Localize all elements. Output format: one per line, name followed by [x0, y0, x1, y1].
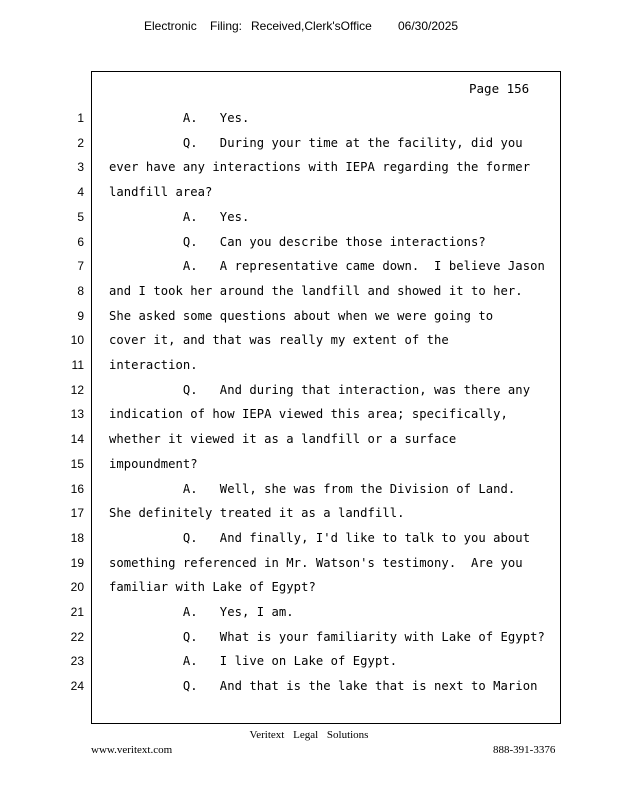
line-number: 2 [77, 135, 84, 150]
line-number: 24 [70, 679, 84, 694]
transcript-line [0, 383, 560, 403]
transcript-line [0, 259, 560, 279]
line-text: She asked some questions about when we were going to [109, 308, 494, 323]
line-text: something referenced in Mr. Watson's testimony. Are you [109, 555, 523, 570]
line-number: 15 [70, 456, 84, 471]
transcript-line [0, 457, 560, 477]
transcript-line [0, 506, 560, 526]
line-number: 7 [77, 259, 84, 274]
line-number: 14 [70, 432, 84, 447]
transcript-line [0, 136, 560, 156]
line-number: 1 [77, 111, 84, 125]
line-number: 4 [77, 185, 84, 200]
line-text: A. Yes, I am. [109, 605, 294, 619]
header-received: Received,Clerk'sOffice [251, 19, 372, 33]
line-number: 5 [77, 209, 84, 224]
transcript-line [0, 654, 560, 674]
line-number: 8 [77, 283, 84, 298]
line-text: Q. And finally, I'd like to talk to you about [109, 530, 531, 545]
line-number: 17 [70, 506, 84, 521]
line-text: cover it, and that was really my extent of the [109, 333, 449, 348]
transcript-line [0, 679, 560, 699]
line-text: indication of how IEPA viewed this area; specifically, [109, 407, 508, 422]
transcript-line [0, 333, 560, 353]
transcript-line [0, 482, 560, 502]
line-number: 9 [77, 308, 84, 323]
line-number: 10 [70, 333, 84, 348]
line-number: 23 [70, 654, 84, 669]
line-text: Q. What is your familiarity with Lake of Egypt? [109, 629, 545, 644]
line-text: A. Yes. [109, 209, 250, 224]
footer-company: Veritext Legal Solutions [249, 729, 369, 741]
transcript-line [0, 432, 560, 452]
header-date: 06/30/2025 [398, 19, 459, 33]
line-number: 6 [77, 234, 84, 249]
line-text: interaction. [109, 358, 198, 372]
line-number: 19 [70, 555, 84, 570]
footer-phone: 888-391-3376 [493, 744, 556, 756]
line-number: 21 [70, 605, 84, 619]
transcript-line [0, 580, 560, 600]
line-text: familiar with Lake of Egypt? [109, 580, 316, 595]
transcript-line [0, 185, 560, 205]
line-text: Q. During your time at the facility, did you [109, 135, 523, 150]
transcript-line [0, 309, 560, 329]
transcript-line [0, 358, 560, 378]
line-text: A. Well, she was from the Division of Land. [109, 481, 516, 496]
line-text: Q. Can you describe those interactions? [109, 234, 486, 249]
filing-stamp-header [0, 19, 618, 37]
transcript-line [0, 630, 560, 650]
line-number: 3 [77, 160, 84, 175]
line-text: whether it viewed it as a landfill or a surface [109, 432, 457, 447]
line-number: 11 [71, 358, 84, 372]
transcript-line [0, 284, 560, 304]
transcript-line [0, 531, 560, 551]
page-number: Page 156 [469, 81, 530, 96]
transcript-line [0, 407, 560, 427]
transcript-line [0, 111, 560, 131]
line-text: Q. And during that interaction, was there any [109, 382, 531, 397]
header-filing: Filing: [210, 19, 243, 33]
transcript-line [0, 235, 560, 255]
line-number: 18 [70, 530, 84, 545]
line-text: Q. And that is the lake that is next to Marion [109, 679, 538, 694]
line-number: 13 [70, 407, 84, 422]
line-text: A. Yes. [109, 111, 250, 125]
line-number: 16 [70, 481, 84, 496]
line-number: 22 [70, 629, 84, 644]
transcript-line [0, 605, 560, 625]
transcript-line [0, 210, 560, 230]
footer-website: www.veritext.com [91, 744, 173, 756]
line-number: 12 [70, 382, 84, 397]
line-text: ever have any interactions with IEPA regarding the former [109, 160, 531, 175]
transcript-line [0, 160, 560, 180]
line-text: impoundment? [109, 456, 198, 471]
line-text: A. A representative came down. I believe Jason [109, 259, 545, 274]
line-number: 20 [70, 580, 84, 595]
transcript-line [0, 556, 560, 576]
line-text: landfill area? [109, 185, 213, 200]
header-electronic: Electronic [144, 19, 197, 33]
line-text: A. I live on Lake of Egypt. [109, 654, 398, 669]
line-text: and I took her around the landfill and showed it to her. [109, 283, 523, 298]
line-text: She definitely treated it as a landfill. [109, 506, 405, 521]
